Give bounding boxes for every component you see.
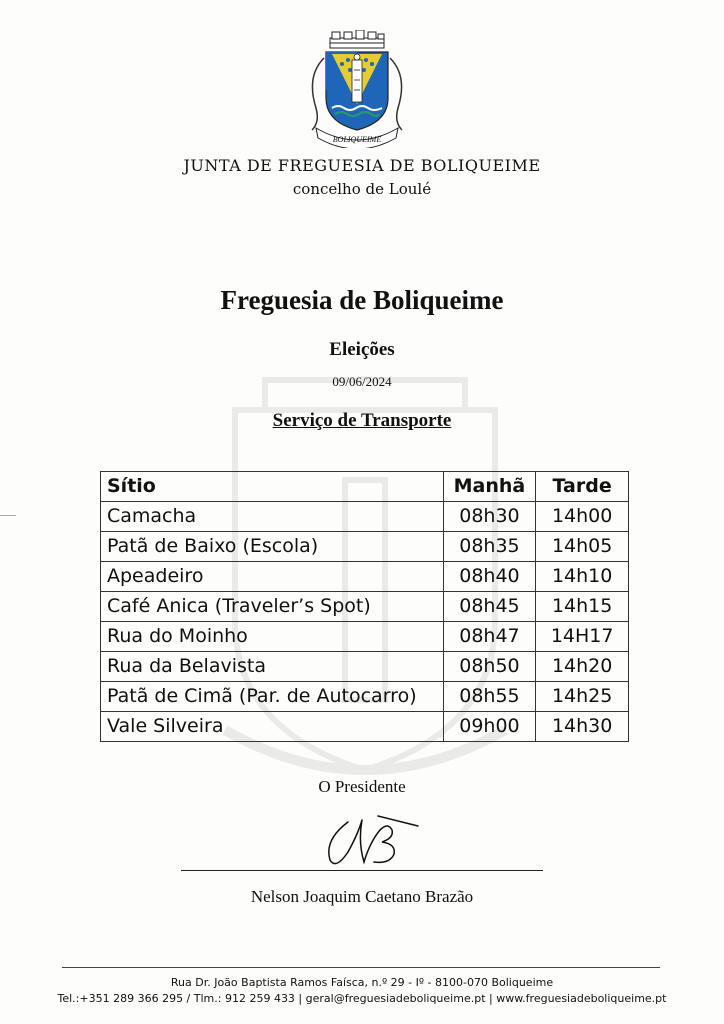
site-cell: Camacha (101, 502, 444, 532)
site-cell: Café Anica (Traveler’s Spot) (101, 592, 444, 622)
morning-time-cell: 08h30 (443, 502, 536, 532)
afternoon-time-cell: 14h05 (536, 532, 629, 562)
footer-divider (62, 967, 660, 968)
morning-time-cell: 08h45 (443, 592, 536, 622)
afternoon-time-cell: 14h10 (536, 562, 629, 592)
document-title: Freguesia de Boliqueime (220, 285, 504, 315)
column-header-morning: Manhã (443, 472, 536, 502)
organization-subtitle: concelho de Loulé (292, 180, 432, 198)
site-cell: Rua do Moinho (101, 622, 444, 652)
site-cell: Vale Silveira (101, 712, 444, 742)
morning-time-cell: 08h40 (443, 562, 536, 592)
footer-address: Rua Dr. João Baptista Ramos Faísca, n.º 29 - Iº - 8100-070 Boliqueime (170, 976, 554, 989)
morning-time-cell: 09h00 (443, 712, 536, 742)
site-cell: Rua da Belavista (101, 652, 444, 682)
signatory-name: Nelson Joaquim Caetano Brazão (250, 887, 474, 906)
table-row (101, 532, 629, 562)
footer-contacts: Tel.:+351 289 366 295 / Tlm.: 912 259 433 | geral@freguesiadeboliqueime.pt | www.freguesiadeboliqueime.pt (57, 992, 667, 1005)
afternoon-time-cell: 14h30 (536, 712, 629, 742)
column-header-site: Sítio (101, 472, 444, 502)
signatory-title: O Presidente (318, 777, 406, 796)
morning-time-cell: 08h35 (443, 532, 536, 562)
signature-line (181, 870, 543, 871)
site-cell: Apeadeiro (101, 562, 444, 592)
table-row (101, 592, 629, 622)
afternoon-time-cell: 14h00 (536, 502, 629, 532)
table-row (101, 712, 629, 742)
document-date: 09/06/2024 (332, 374, 392, 389)
afternoon-time-cell: 14H17 (536, 622, 629, 652)
section-heading: Serviço de Transporte (272, 410, 452, 431)
tower-icon (352, 54, 362, 102)
table-row (101, 562, 629, 592)
table-header-row (101, 472, 629, 502)
coat-of-arms-logo (302, 30, 412, 148)
table-row (101, 652, 629, 682)
afternoon-time-cell: 14h25 (536, 682, 629, 712)
table-row (101, 622, 629, 652)
transport-schedule-table (100, 471, 629, 742)
scan-margin-mark (0, 515, 16, 516)
handwritten-signature (318, 812, 428, 872)
table-row (101, 502, 629, 532)
column-header-afternoon: Tarde (536, 472, 629, 502)
crest-banner-text: BOLIQUEIME (332, 135, 382, 144)
organization-name: JUNTA DE FREGUESIA DE BOLIQUEIME (183, 156, 541, 175)
table-row (101, 682, 629, 712)
document-subtitle: Eleições (329, 339, 395, 360)
site-cell: Patã de Cimã (Par. de Autocarro) (101, 682, 444, 712)
site-cell: Patã de Baixo (Escola) (101, 532, 444, 562)
afternoon-time-cell: 14h20 (536, 652, 629, 682)
morning-time-cell: 08h50 (443, 652, 536, 682)
afternoon-time-cell: 14h15 (536, 592, 629, 622)
mural-crown-icon (330, 30, 384, 48)
morning-time-cell: 08h55 (443, 682, 536, 712)
morning-time-cell: 08h47 (443, 622, 536, 652)
